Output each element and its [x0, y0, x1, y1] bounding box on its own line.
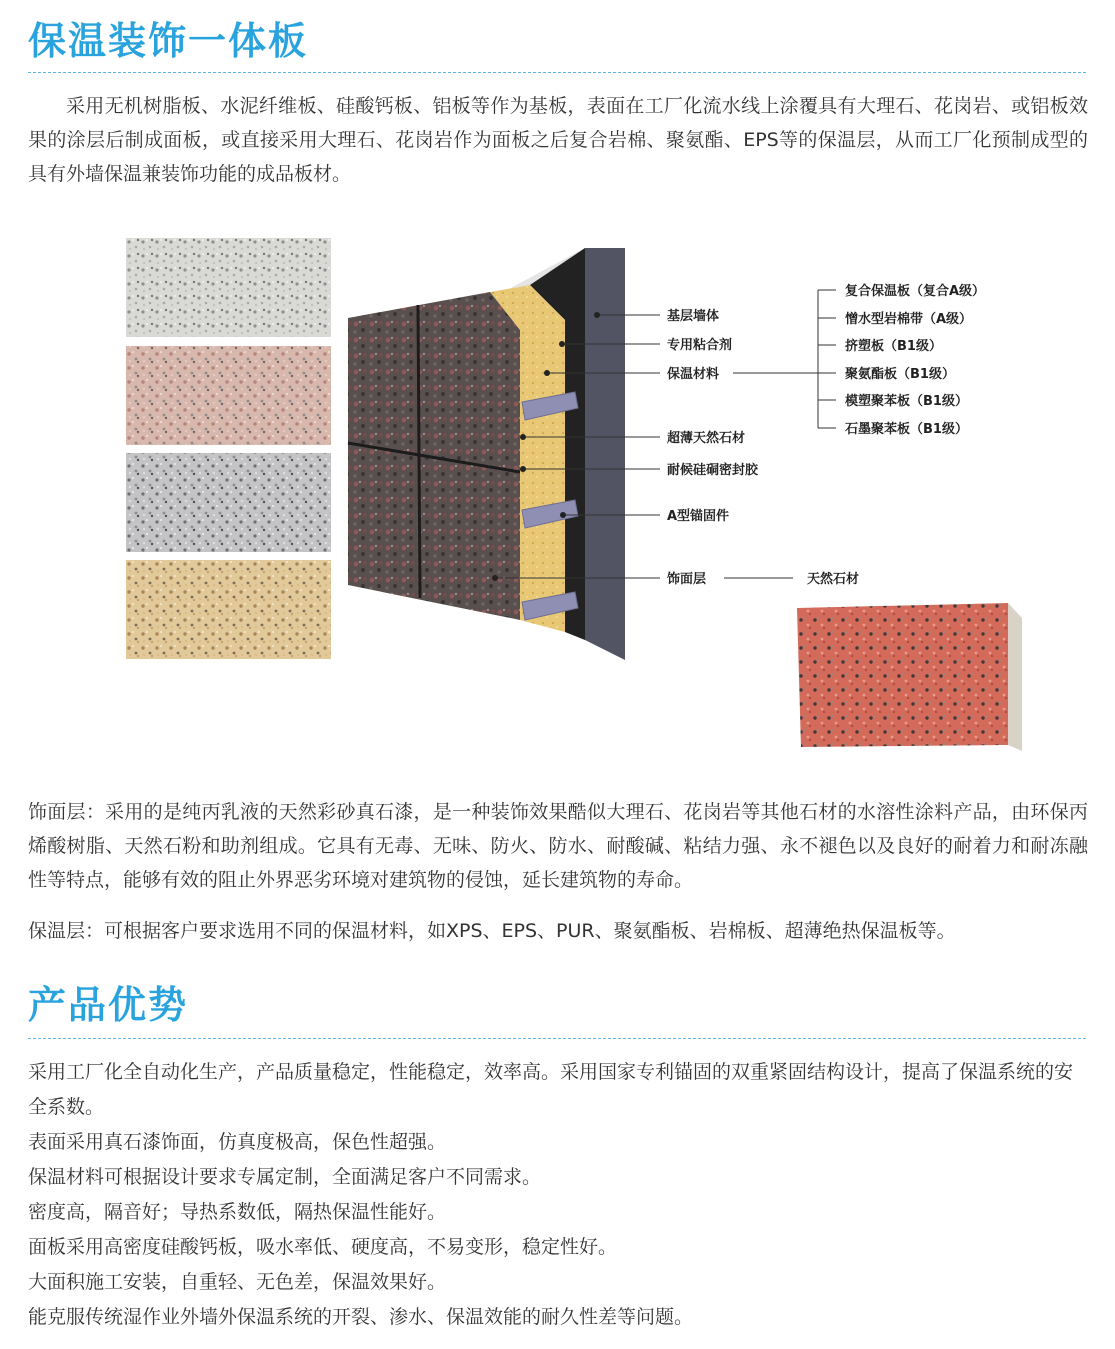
option-xps: 挤塑板（B1级）: [845, 339, 942, 354]
insulation-layer: [490, 285, 565, 632]
label-base-wall: 基层墙体: [667, 309, 720, 324]
stone-sample-yellow: [126, 560, 331, 659]
adhesive-layer: [530, 248, 585, 640]
stone-sample-grey: [126, 453, 331, 552]
label-insulation: 保温材料: [667, 367, 720, 382]
finished-panel-side: [1008, 603, 1022, 751]
advantages-list: [28, 1055, 1088, 1335]
intro-paragraph: 采用无机树脂板、水泥纤维板、硅酸钙板、铝板等作为基板，表面在工厂化流水线上涂覆具有大理石、花岗岩、或铝板效果的涂层后制成面板，或直接采用大理石、花岗岩作为面板之后复合岩棉、聚氨酯、EPS等的保温层，从而工厂化预制成型的具有外墙保温兼装饰功能的成品板材。: [28, 95, 1088, 185]
base-wall-side: [585, 248, 625, 660]
divider: [28, 1038, 1086, 1039]
finish-layer-description: 饰面层：采用的是纯丙乳液的天然彩砂真石漆，是一种装饰效果酷似大理石、花岗岩等其他石材的水溶性涂料产品，由环保丙烯酸树脂、天然石粉和助剂组成。它具有无毒、无味、防火、防水、耐酸碱、粘结力强、永不褪色以及良好的耐着力和耐冻融性等特点，能够有效的阻止外界恶劣环境对建筑物的侵蚀，延长建筑物的寿命。: [28, 801, 1088, 891]
label-natural-stone: 天然石材: [807, 572, 860, 587]
finished-panel-face: [797, 603, 1008, 747]
list-item: 采用工厂化全自动化生产，产品质量稳定，性能稳定，效率高。采用国家专利锚固的双重紧固结构设计，提高了保温系统的安全系数。: [28, 1061, 1074, 1118]
list-item: 大面积施工安装，自重轻、无色差，保温效果好。: [28, 1271, 447, 1293]
option-rockwool: 憎水型岩棉带（A级）: [845, 312, 973, 327]
list-item: 保温材料可根据设计要求专属定制，全面满足客户不同需求。: [28, 1166, 542, 1188]
sealant-joint-horizontal: [348, 443, 520, 472]
anchor-brackets: [522, 392, 578, 620]
option-eps: 模塑聚苯板（B1级）: [845, 394, 968, 409]
label-adhesive: 专用粘合剂: [667, 338, 733, 353]
insulation-layer-description: 保温层：可根据客户要求选用不同的保温材料，如XPS、EPS、PUR、聚氨酯板、岩棉板、超薄绝热保温板等。: [28, 920, 956, 942]
label-anchor: A型锚固件: [667, 509, 730, 524]
list-item: 密度高，隔音好；导热系数低，隔热保温性能好。: [28, 1201, 447, 1223]
list-item: 面板采用高密度硅酸钙板，吸水率低、硬度高，不易变形，稳定性好。: [28, 1236, 618, 1258]
option-graphite-eps: 石墨聚苯板（B1级）: [845, 422, 968, 437]
label-finish-layer: 饰面层: [667, 572, 707, 587]
label-sealant: 耐候硅硐密封胶: [667, 463, 759, 478]
section-title-panel: 保温装饰一体板: [28, 19, 309, 63]
sealant-joint-vertical: [418, 305, 420, 598]
base-wall-top: [455, 248, 625, 318]
stone-sample-grey-white: [126, 238, 331, 337]
option-composite: 复合保温板（复合A级）: [845, 284, 986, 299]
divider: [28, 72, 1086, 73]
label-thin-stone: 超薄天然石材: [667, 431, 746, 446]
list-item: 表面采用真石漆饰面，仿真度极高，保色性超强。: [28, 1131, 447, 1153]
stone-sample-pink: [126, 346, 331, 445]
stone-face: [348, 292, 520, 620]
list-item: 能克服传统湿作业外墙外保温系统的开裂、渗水、保温效能的耐久性差等问题。: [28, 1306, 694, 1328]
option-pu: 聚氨酯板（B1级）: [845, 367, 955, 382]
section-title-advantages: 产品优势: [28, 983, 189, 1027]
